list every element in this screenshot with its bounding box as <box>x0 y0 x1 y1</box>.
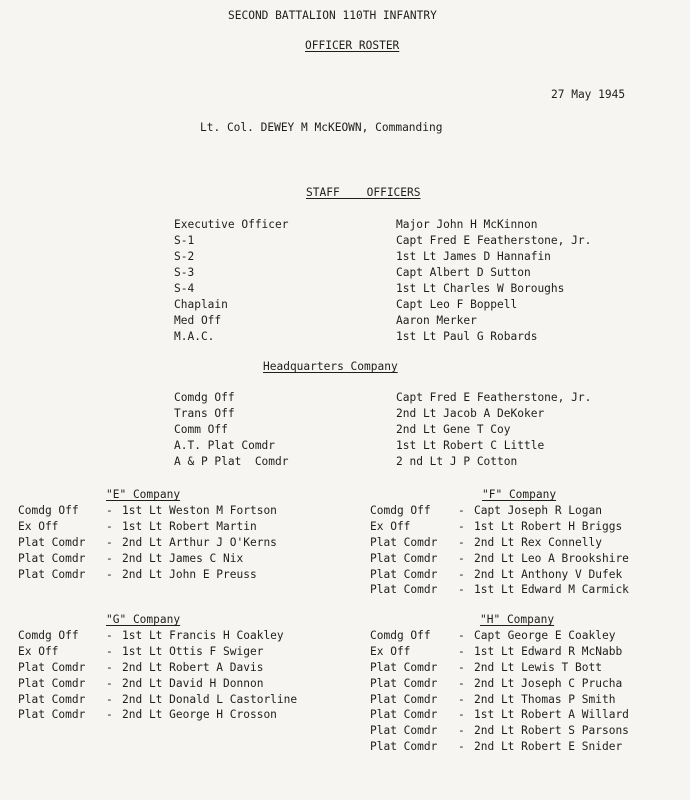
staff-title: S-4 <box>174 282 195 295</box>
officer-title: Plat Comdr <box>18 535 86 549</box>
staff-title: S-2 <box>174 250 195 263</box>
officer-name: 2nd Lt John E Preuss <box>122 567 257 581</box>
g-company-row <box>18 629 348 645</box>
dash: - <box>106 535 113 549</box>
staff-name: Capt Fred E Featherstone, Jr. <box>396 234 592 247</box>
officer-title: Plat Comdr <box>370 535 438 549</box>
hq-title: Comm Off <box>174 423 228 436</box>
officer-name: 2nd Lt Lewis T Bott <box>474 660 602 674</box>
dash: - <box>106 644 113 658</box>
f-company-row <box>370 536 688 552</box>
e-company-row <box>18 552 338 568</box>
officer-title: Plat Comdr <box>370 583 438 597</box>
hq-title: A.T. Plat Comdr <box>174 439 276 452</box>
staff-name: 1st Lt James D Hannafin <box>396 250 551 263</box>
dash: - <box>458 567 465 581</box>
g-company-row <box>18 645 348 661</box>
hq-title: A & P Plat Comdr <box>174 455 289 468</box>
officer-name: Capt George E Coakley <box>474 629 616 642</box>
officer-name: 1st Lt Robert A Willard <box>474 708 629 722</box>
staff-name: Capt Albert D Sutton <box>396 266 531 279</box>
officer-title: Plat Comdr <box>18 567 86 581</box>
hq-row <box>174 423 674 439</box>
officer-title: Plat Comdr <box>18 708 86 722</box>
officer-title: Plat Comdr <box>370 724 438 738</box>
f-company-row <box>370 520 688 536</box>
officer-name: 2nd Lt James C Nix <box>122 551 244 565</box>
officer-name: 2nd Lt Arthur J O'Kerns <box>122 535 277 549</box>
hq-name: 1st Lt Robert C Little <box>396 439 545 452</box>
h-company-row <box>370 677 688 693</box>
staff-row <box>174 298 674 314</box>
h-company-row <box>370 693 688 709</box>
hq-row <box>174 407 674 423</box>
dash: - <box>458 583 465 597</box>
h-company-row <box>370 661 688 677</box>
officer-title: Plat Comdr <box>370 676 438 690</box>
officer-title: Comdg Off <box>370 629 431 642</box>
hq-name: 2nd Lt Jacob A DeKoker <box>396 407 545 420</box>
staff-row <box>174 250 674 266</box>
hq-company-list <box>174 391 674 471</box>
staff-name: Major John H McKinnon <box>396 218 538 231</box>
g-company-row <box>18 677 348 693</box>
g-company-row <box>18 661 348 677</box>
officer-name: 1st Lt Weston M Fortson <box>122 504 277 517</box>
officer-name: 2nd Lt Robert S Parsons <box>474 724 629 738</box>
dash: - <box>106 519 113 533</box>
staff-title: S-3 <box>174 266 195 279</box>
dash: - <box>458 708 465 722</box>
h-company-heading: "H" Company <box>480 613 555 626</box>
e-company-row <box>18 536 338 552</box>
hq-name: 2 nd Lt J P Cotton <box>396 455 518 468</box>
h-company-row <box>370 708 688 724</box>
g-company-row <box>18 708 348 724</box>
officer-name: 2nd Lt Robert E Snider <box>474 740 623 754</box>
officer-name: 1st Lt Francis H Coakley <box>122 629 284 642</box>
staff-row <box>174 234 674 250</box>
f-company-heading: "F" Company <box>482 488 557 501</box>
dash: - <box>458 644 465 658</box>
dash: - <box>458 740 465 754</box>
h-company-row <box>370 629 688 645</box>
staff-name: Aaron Merker <box>396 314 477 327</box>
officer-name: 2nd Lt George H Crosson <box>122 708 277 722</box>
officer-title: Plat Comdr <box>18 692 86 706</box>
officer-name: 1st Lt Ottis F Swiger <box>122 644 264 658</box>
officer-name: 1st Lt Edward M Carmick <box>474 583 629 597</box>
staff-row <box>174 330 674 346</box>
officer-name: 1st Lt Edward R McNabb <box>474 644 623 658</box>
e-company-heading: "E" Company <box>106 488 181 501</box>
officer-name: 2nd Lt Rex Connelly <box>474 535 602 549</box>
officer-name: 2nd Lt David H Donnon <box>122 676 264 690</box>
officer-title: Comdg Off <box>18 629 79 642</box>
staff-list <box>174 218 674 346</box>
staff-row <box>174 266 674 282</box>
dash: - <box>458 724 465 738</box>
officer-title: Plat Comdr <box>370 567 438 581</box>
f-company-list <box>370 504 688 599</box>
h-company-row <box>370 645 688 661</box>
g-company-heading: "G" Company <box>106 613 181 626</box>
staff-heading: STAFF OFFICERS <box>306 186 421 199</box>
e-company-row <box>18 504 338 520</box>
officer-title: Comdg Off <box>18 504 79 517</box>
hq-row <box>174 455 674 471</box>
officer-title: Plat Comdr <box>370 692 438 706</box>
staff-title: Med Off <box>174 314 222 327</box>
staff-title: S-1 <box>174 234 195 247</box>
officer-title: Plat Comdr <box>18 660 86 674</box>
officer-name: 1st Lt Robert Martin <box>122 519 257 533</box>
dash: - <box>106 676 113 690</box>
g-company-list <box>18 629 348 724</box>
officer-name: Capt Joseph R Logan <box>474 504 602 517</box>
officer-name: 2nd Lt Donald L Castorline <box>122 692 298 706</box>
staff-title: M.A.C. <box>174 330 215 343</box>
e-company-row <box>18 520 338 536</box>
h-company-row <box>370 740 688 756</box>
e-company-list <box>18 504 338 583</box>
f-company-row <box>370 504 688 520</box>
roster-title: OFFICER ROSTER <box>305 39 400 52</box>
officer-title: Plat Comdr <box>370 740 438 754</box>
officer-title: Plat Comdr <box>18 551 86 565</box>
hq-row <box>174 439 674 455</box>
dash: - <box>106 551 113 565</box>
staff-title: Chaplain <box>174 298 228 311</box>
commander-line: Lt. Col. DEWEY M McKEOWN, Commanding <box>200 121 443 134</box>
dash: - <box>458 660 465 674</box>
hq-row <box>174 391 674 407</box>
hq-name: Capt Fred E Featherstone, Jr. <box>396 391 592 404</box>
dash: - <box>458 629 465 642</box>
dash: - <box>458 551 465 565</box>
officer-title: Ex Off <box>370 519 411 533</box>
officer-title: Ex Off <box>370 644 411 658</box>
officer-name: 2nd Lt Leo A Brookshire <box>474 551 629 565</box>
dash: - <box>106 692 113 706</box>
officer-title: Plat Comdr <box>370 660 438 674</box>
officer-name: 2nd Lt Joseph C Prucha <box>474 676 623 690</box>
dash: - <box>106 504 113 517</box>
officer-title: Ex Off <box>18 644 59 658</box>
staff-name: 1st Lt Charles W Boroughs <box>396 282 565 295</box>
roster-date: 27 May 1945 <box>551 88 626 101</box>
officer-name: 2nd Lt Anthony V Dufek <box>474 567 623 581</box>
staff-name: 1st Lt Paul G Robards <box>396 330 538 343</box>
dash: - <box>458 535 465 549</box>
dash: - <box>458 692 465 706</box>
hq-title: Trans Off <box>174 407 235 420</box>
g-company-row <box>18 693 348 709</box>
staff-title: Executive Officer <box>174 218 289 231</box>
staff-row <box>174 282 674 298</box>
officer-title: Plat Comdr <box>18 676 86 690</box>
officer-name: 2nd Lt Thomas P Smith <box>474 692 616 706</box>
h-company-row <box>370 724 688 740</box>
f-company-row <box>370 583 688 599</box>
staff-name: Capt Leo F Boppell <box>396 298 518 311</box>
staff-row <box>174 314 674 330</box>
dash: - <box>458 519 465 533</box>
hq-name: 2nd Lt Gene T Coy <box>396 423 511 436</box>
dash: - <box>106 567 113 581</box>
battalion-title: SECOND BATTALION 110TH INFANTRY <box>228 9 437 22</box>
hq-company-heading: Headquarters Company <box>263 360 398 373</box>
officer-title: Comdg Off <box>370 504 431 517</box>
officer-name: 1st Lt Robert H Briggs <box>474 519 623 533</box>
officer-title: Ex Off <box>18 519 59 533</box>
dash: - <box>458 504 465 517</box>
officer-name: 2nd Lt Robert A Davis <box>122 660 264 674</box>
dash: - <box>106 629 113 642</box>
hq-title: Comdg Off <box>174 391 235 404</box>
f-company-row <box>370 552 688 568</box>
e-company-row <box>18 568 338 584</box>
dash: - <box>458 676 465 690</box>
h-company-list <box>370 629 688 756</box>
officer-title: Plat Comdr <box>370 708 438 722</box>
dash: - <box>106 660 113 674</box>
f-company-row <box>370 568 688 584</box>
staff-row <box>174 218 674 234</box>
officer-title: Plat Comdr <box>370 551 438 565</box>
dash: - <box>106 708 113 722</box>
